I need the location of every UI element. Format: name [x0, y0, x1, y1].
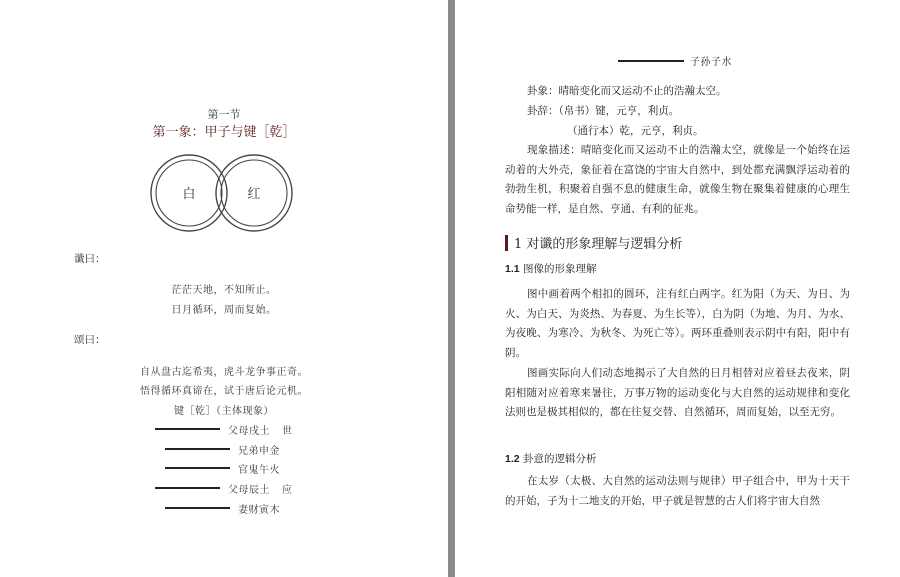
- ring-left-char: 白: [182, 187, 196, 202]
- section-title: 第一象：甲子与键［乾］: [152, 125, 296, 140]
- heading-1-1: [505, 261, 596, 276]
- song-line-1: 自从盘古迄希夷，虎斗龙争事正奇。: [140, 367, 308, 378]
- heading-1-text: 1 对谶的形象理解与逻辑分析: [514, 237, 683, 252]
- yao-text: 父母辰土: [228, 485, 270, 496]
- guaci-line-2: （通行本）乾，元亨，利贞。: [567, 125, 704, 137]
- song-line-2: 悟得循环真谛在，试于唐后论元机。: [140, 386, 308, 397]
- chen-line-1: 茫茫天地，不知所止。: [171, 285, 277, 296]
- paragraph-2: 图画实际向人们动态地揭示了大自然的日月相替对应着昼去夜来，阴阳相随对应着寒来暑往，万事万物的运动变化与大自然的运动规律和变化法则也是极其相似的，都在往复交替、自然循环，周而复始，以至无穷。: [505, 367, 850, 419]
- guaxiang-line: 卦象：晴暗变化而又运动不止的浩瀚太空。: [527, 85, 727, 97]
- left-page: [0, 0, 448, 577]
- guaci-line-1: 卦辞：（帛书）键，元亨，利贞。: [527, 105, 680, 117]
- heading-1-1-num: 1.1: [505, 263, 520, 275]
- yao-mark-shi: 世: [282, 426, 292, 437]
- heading-1-1-text: 图像的形象理解: [522, 263, 597, 275]
- yao-line-yang: [165, 467, 230, 469]
- heading-1: [505, 233, 682, 252]
- yao-line-yang: [155, 487, 220, 489]
- yao-line-yang: [165, 448, 230, 450]
- top-yao-text: 子孙子水: [690, 57, 732, 68]
- yao-text: 妻财寅木: [238, 505, 280, 516]
- yao-text: 官鬼午火: [238, 465, 280, 476]
- paragraph-1: 图中画着两个相扣的圆环，注有红白两字。红为阳（为天、为日、为火、为白天、为炎热、为春夏、为生长等），白为阴（为地、为月、为水、为夜晚、为寒冷、为秋冬、为死亡等）。两环重叠则表示阴中有阳，阳中有阴。: [505, 288, 850, 359]
- heading-1-2: [505, 451, 596, 466]
- heading-1-2-text: 卦意的逻辑分析: [522, 453, 597, 465]
- section-number: 第一节: [207, 108, 241, 121]
- paragraph-3: 在太岁（太极、大自然的运动法则与规律）甲子组合中，甲为十天干的开始，子为十二地支的开始，甲子就是智慧的古人们将宇宙大自然: [505, 475, 850, 507]
- yao-line-yang: [618, 60, 684, 62]
- ring-right-char: 红: [247, 187, 261, 202]
- heading-bar: [505, 235, 508, 251]
- yao-line-yang: [155, 428, 220, 430]
- chen-line-2: 日月循环，周而复始。: [171, 305, 277, 316]
- yao-mark-ying: 应: [282, 485, 292, 496]
- yao-line-yang: [165, 507, 230, 509]
- phenomenon-paragraph: 现象描述：晴暗变化而又运动不止的浩瀚太空，就像是一个始终在运动着的大外壳，象征着在富饶的宇宙大自然中，到处都充满飘浮运动着的勃勃生机，积聚着自强不息的健康生命，就像生物在聚集着健康的心理生命势能一样，是自然、亨通、有利的征兆。: [505, 144, 850, 215]
- hexagram-title: 键［乾］（主体现象）: [174, 406, 274, 417]
- heading-1-2-num: 1.2: [505, 453, 520, 465]
- yao-text: 父母戌土: [228, 426, 270, 437]
- interlocking-rings-figure: [150, 152, 295, 234]
- chen-label: 谶曰：: [74, 253, 106, 265]
- song-label: 颂曰：: [74, 334, 106, 346]
- yao-text: 兄弟申金: [238, 446, 280, 457]
- book-spine-divider: [448, 0, 455, 577]
